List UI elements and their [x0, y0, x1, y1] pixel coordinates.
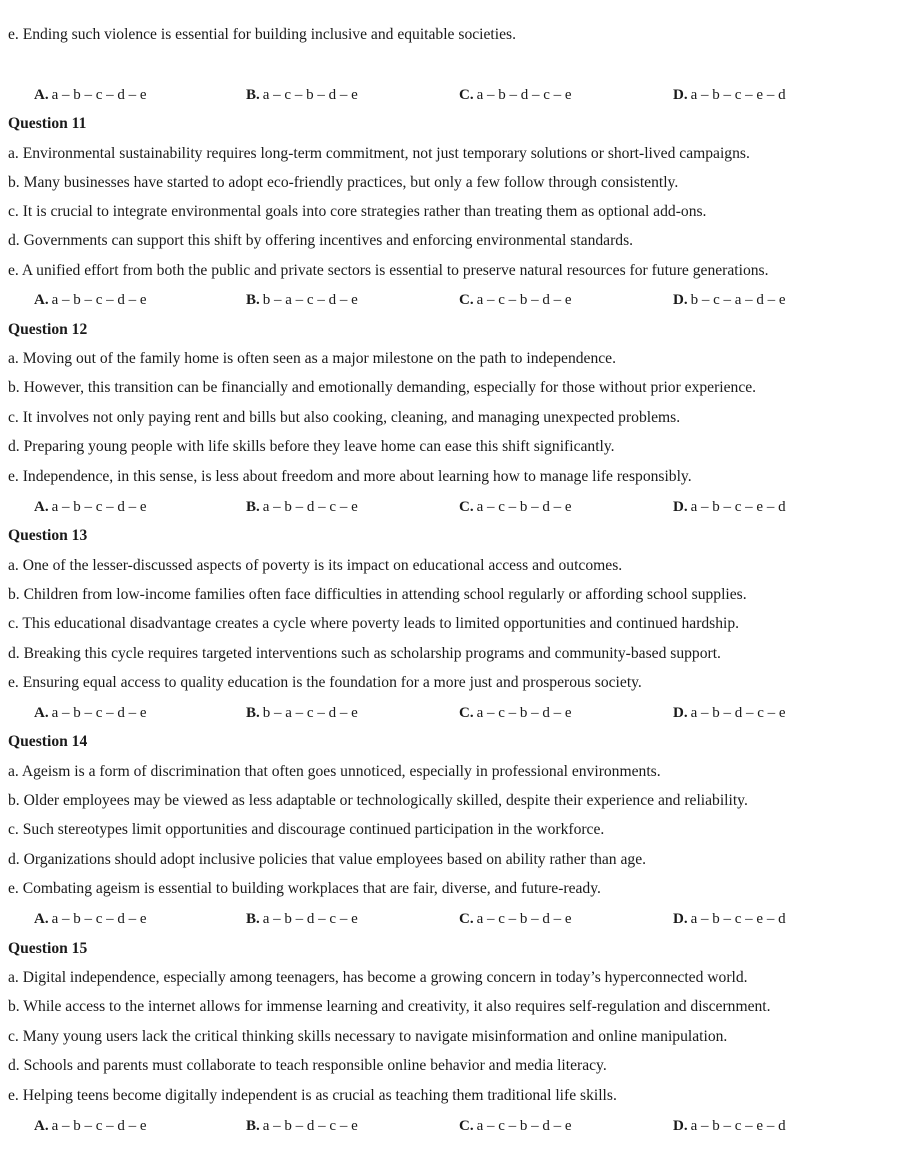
q12-sentence-c: c. It involves not only paying rent and bills but also cooking, cleaning, and managing unexpected problems. [8, 409, 681, 426]
q11-sentence-d: d. Governments can support this shift by offering incentives and enforcing environmental standards. [8, 232, 634, 249]
q13-sentence-a: a. One of the lesser-discussed aspects of poverty is its impact on educational access and outcomes. [8, 557, 623, 574]
q11-sentence-a: a. Environmental sustainability requires long-term commitment, not just temporary solutions or short-lived campaigns. [8, 145, 750, 162]
q14-options [0, 909, 901, 929]
q14-option-b[interactable]: B. a – b – d – c – e [246, 911, 358, 927]
q15-option-b[interactable]: B. a – b – d – c – e [246, 1118, 358, 1134]
q13-sentence-e: e. Ensuring equal access to quality education is the foundation for a more just and prosperous society. [8, 674, 642, 691]
q15-sentence-c: c. Many young users lack the critical thinking skills necessary to navigate misinformation and online manipulation. [8, 1028, 728, 1045]
q15-option-a[interactable]: A. a – b – c – d – e [34, 1118, 147, 1134]
q15-option-c[interactable]: C. a – c – b – d – e [459, 1118, 572, 1134]
question-12-title: Question 12 [8, 321, 88, 338]
q12-sentence-d: d. Preparing young people with life skills before they leave home can ease this shift significantly. [8, 438, 615, 455]
question-14-title: Question 14 [8, 733, 88, 750]
q13-option-a[interactable]: A. a – b – c – d – e [34, 705, 147, 721]
q15-options [0, 1116, 901, 1136]
q14-option-d[interactable]: D. a – b – c – e – d [673, 911, 786, 927]
q15-sentence-d: d. Schools and parents must collaborate to teach responsible online behavior and media literacy. [8, 1057, 607, 1074]
intro-sentence-e: e. Ending such violence is essential for building inclusive and equitable societies. [8, 26, 516, 43]
q11-option-b[interactable]: B. b – a – c – d – e [246, 292, 358, 308]
q12-option-a[interactable]: A. a – b – c – d – e [34, 499, 147, 515]
q14-sentence-b: b. Older employees may be viewed as less adaptable or technologically skilled, despite their experience and reliability. [8, 792, 748, 809]
q11-option-c[interactable]: C. a – c – b – d – e [459, 292, 572, 308]
q13-option-d[interactable]: D. a – b – d – c – e [673, 705, 786, 721]
q11-option-a[interactable]: A. a – b – c – d – e [34, 292, 147, 308]
q15-sentence-a: a. Digital independence, especially among teenagers, has become a growing concern in today’s hyperconnected world. [8, 969, 748, 986]
q13-options [0, 703, 901, 723]
q15-option-d[interactable]: D. a – b – c – e – d [673, 1118, 786, 1134]
q12-option-c[interactable]: C. a – c – b – d – e [459, 499, 572, 515]
q12-sentence-a: a. Moving out of the family home is often seen as a major milestone on the path to independence. [8, 350, 616, 367]
intro-option-b[interactable]: B. a – c – b – d – e [246, 87, 358, 103]
intro-option-d[interactable]: D. a – b – c – e – d [673, 87, 786, 103]
q15-sentence-e: e. Helping teens become digitally independent is as crucial as teaching them traditional life skills. [8, 1087, 617, 1104]
q11-sentence-b: b. Many businesses have started to adopt eco-friendly practices, but only a few follow through consistently. [8, 174, 679, 191]
q14-sentence-d: d. Organizations should adopt inclusive policies that value employees based on ability rather than age. [8, 851, 647, 868]
q12-options [0, 497, 901, 517]
q13-sentence-d: d. Breaking this cycle requires targeted interventions such as scholarship programs and community-based support. [8, 645, 721, 662]
q12-sentence-e: e. Independence, in this sense, is less about freedom and more about learning how to manage life responsibly. [8, 468, 692, 485]
q13-sentence-c: c. This educational disadvantage creates a cycle where poverty leads to limited opportunities and continued hardship. [8, 615, 740, 632]
q14-sentence-c: c. Such stereotypes limit opportunities and discourage continued participation in the workforce. [8, 821, 605, 838]
q11-sentence-e: e. A unified effort from both the public and private sectors is essential to preserve natural resources for future generations. [8, 262, 769, 279]
question-15-title: Question 15 [8, 940, 88, 957]
q11-options [0, 290, 901, 310]
q12-option-d[interactable]: D. a – b – c – e – d [673, 499, 786, 515]
q13-sentence-b: b. Children from low-income families often face difficulties in attending school regularly or affording school supplies. [8, 586, 747, 603]
q12-sentence-b: b. However, this transition can be financially and emotionally demanding, especially for those without prior experience. [8, 379, 757, 396]
question-13-title: Question 13 [8, 527, 88, 544]
question-11-title: Question 11 [8, 115, 87, 132]
intro-options [0, 85, 901, 105]
q12-option-b[interactable]: B. a – b – d – c – e [246, 499, 358, 515]
q11-sentence-c: c. It is crucial to integrate environmental goals into core strategies rather than treating them as optional add-ons. [8, 203, 707, 220]
q11-option-d[interactable]: D. b – c – a – d – e [673, 292, 786, 308]
q14-option-a[interactable]: A. a – b – c – d – e [34, 911, 147, 927]
q15-sentence-b: b. While access to the internet allows for immense learning and creativity, it also requires self-regulation and discernment. [8, 998, 771, 1015]
intro-option-a[interactable]: A. a – b – c – d – e [34, 87, 147, 103]
q13-option-c[interactable]: C. a – c – b – d – e [459, 705, 572, 721]
q14-sentence-a: a. Ageism is a form of discrimination that often goes unnoticed, especially in professional environments. [8, 763, 661, 780]
q14-option-c[interactable]: C. a – c – b – d – e [459, 911, 572, 927]
q14-sentence-e: e. Combating ageism is essential to building workplaces that are fair, diverse, and future-ready. [8, 880, 601, 897]
intro-option-c[interactable]: C. a – b – d – c – e [459, 87, 572, 103]
q13-option-b[interactable]: B. b – a – c – d – e [246, 705, 358, 721]
